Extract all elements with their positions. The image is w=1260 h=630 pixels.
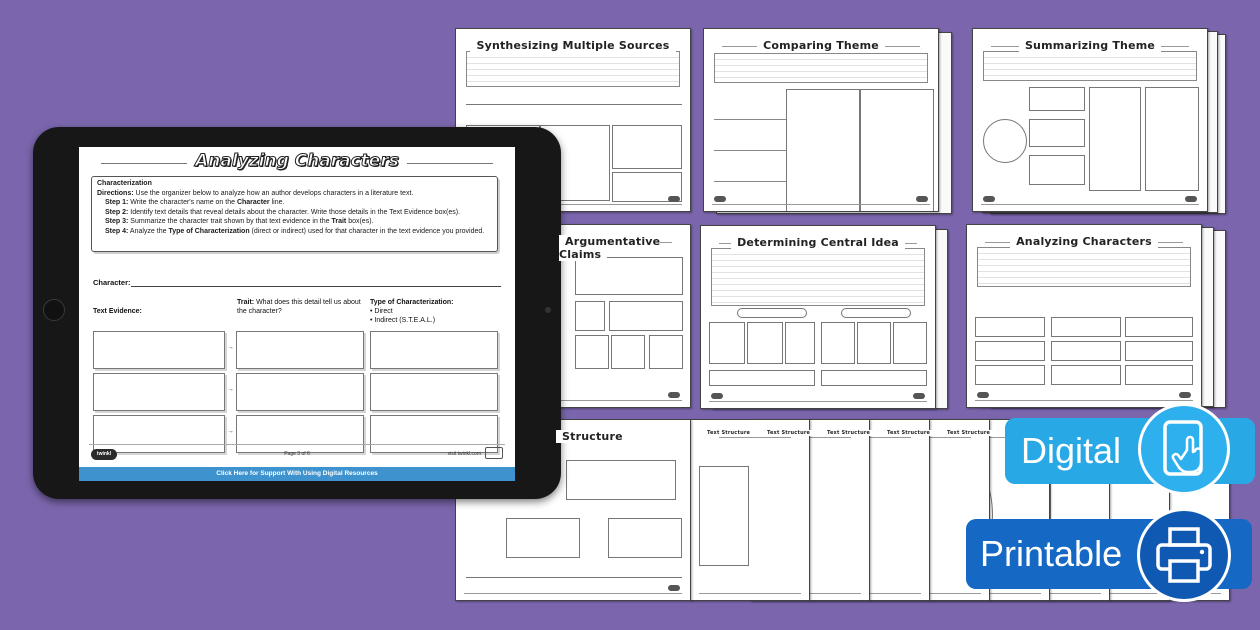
worksheet-title: Structure (556, 430, 629, 443)
worksheet-box (709, 322, 745, 364)
directions-text: Directions: Use the organizer below to analyze how an author develops characters in a literature text. (97, 189, 414, 197)
directions-box (91, 176, 498, 252)
tablet-device (33, 127, 561, 499)
worksheet-box (893, 322, 927, 364)
character-line[interactable] (93, 278, 501, 287)
trait-heading: Trait: What does this detail tell us about the character? (237, 299, 361, 315)
worksheet-topic-line (466, 97, 682, 105)
character-label: Character: (93, 278, 131, 287)
character-input-line[interactable] (131, 286, 501, 287)
logo-icon (668, 196, 680, 202)
worksheet-title: Analyzing Characters (967, 235, 1201, 248)
worksheet-title: Summarizing Theme (973, 39, 1207, 52)
worksheet-theme-rows (714, 89, 786, 212)
worksheet-box (1145, 87, 1199, 191)
worksheet-box (747, 322, 783, 364)
worksheet-box (1089, 87, 1141, 191)
worksheet-box (975, 341, 1045, 361)
twinkl-logo: twinkl (91, 449, 117, 460)
home-button[interactable] (43, 299, 65, 321)
worksheet-title: Determining Central Idea (701, 236, 935, 249)
worksheet-footer (464, 593, 682, 594)
trait-box[interactable] (236, 415, 364, 453)
worksheet-title: Synthesizing Multiple Sources (456, 39, 690, 52)
logo-icon (916, 196, 928, 202)
worksheet-topic-box (737, 308, 807, 318)
worksheet-title: Comparing Theme (704, 39, 938, 52)
page-number: Page 3 of 6 (284, 451, 310, 457)
worksheet-box (575, 335, 609, 369)
worksheet-box (699, 466, 749, 566)
worksheet-box (575, 301, 605, 331)
worksheet-footer (557, 400, 682, 401)
worksheet-thumbnail-comparing-theme[interactable] (703, 28, 939, 212)
digital-support-link[interactable]: Click Here for Support With Using Digital Resources (79, 467, 515, 481)
worksheet-directions (983, 51, 1197, 81)
characterization-type-box[interactable] (370, 331, 498, 369)
section-heading: Characterization (97, 180, 152, 187)
camera-icon (545, 307, 551, 313)
worksheet-directions (977, 247, 1191, 287)
worksheet-footer (981, 204, 1199, 205)
worksheet-title: Text Structure (701, 430, 809, 436)
worksheet-box (1125, 341, 1193, 361)
worksheet-box (1029, 87, 1085, 111)
worksheet-box (1051, 317, 1121, 337)
worksheet-box (1125, 365, 1193, 385)
text-evidence-heading: Text Evidence: (93, 308, 142, 315)
worksheet-topic-box (841, 308, 911, 318)
step-3: Step 3: Summarize the character trait shown by that text evidence in the Trait box(es). (105, 218, 374, 226)
characterization-type-box[interactable] (370, 415, 498, 453)
trait-box[interactable] (236, 331, 364, 369)
worksheet-box (612, 125, 682, 169)
text-evidence-box[interactable] (93, 331, 225, 369)
worksheet-footer (975, 400, 1193, 401)
text-evidence-box[interactable] (93, 415, 225, 453)
footer-divider (89, 444, 505, 445)
step-4: Step 4: Analyze the Type of Characterization (direct or indirect) used for that character in the text evidence you provided. (105, 227, 485, 235)
badge-logo-icon (485, 447, 503, 459)
worksheet-box (506, 518, 580, 558)
worksheet-box (609, 301, 683, 331)
worksheet-box (1051, 365, 1121, 385)
logo-icon (711, 393, 723, 399)
page-title: Analyzing Characters (79, 151, 515, 171)
worksheet-box (1029, 119, 1085, 147)
arrow-right-icon: → (227, 428, 234, 435)
logo-icon (977, 392, 989, 398)
worksheet-title: Argumentative Claims (559, 235, 690, 261)
worksheet-box (1125, 317, 1193, 337)
arrow-right-icon: → (227, 386, 234, 393)
worksheet-thumbnail-summarizing-theme[interactable] (972, 28, 1208, 212)
worksheet-title: Text Structure (761, 430, 869, 436)
tablet-touch-icon (1138, 403, 1230, 495)
worksheet-box (575, 257, 683, 295)
worksheet-box (611, 335, 645, 369)
worksheet-box (566, 460, 676, 500)
worksheet-footer (712, 204, 930, 205)
type-heading: Type of Characterization: • Direct • Indirect (S.T.E.A.L.) (370, 298, 500, 325)
logo-icon (668, 585, 680, 591)
worksheet-directions (466, 51, 680, 87)
step-2: Step 2: Identify text details that reveal details about the character. Write those details in the Text Evidence box(es). (105, 208, 460, 216)
worksheet-thumbnail-analyzing-characters[interactable] (966, 224, 1202, 408)
worksheet-box (786, 89, 860, 212)
worksheet-directions (711, 248, 925, 306)
worksheet-summary-line (466, 568, 682, 578)
worksheet-box (608, 518, 682, 558)
logo-icon (714, 196, 726, 202)
worksheet-thumbnail-central-idea[interactable] (700, 225, 936, 409)
worksheet-title: Text Structure (881, 430, 989, 436)
logo-icon (1185, 196, 1197, 202)
tablet-screen (79, 147, 515, 481)
worksheet-box (975, 365, 1045, 385)
arrow-right-icon: → (227, 344, 234, 351)
worksheet-circle (983, 119, 1027, 163)
site-link[interactable]: visit twinkl.com (447, 451, 481, 457)
worksheet-thumbnail-text-structure[interactable] (690, 419, 810, 601)
step-1: Step 1: Write the character's name on the Character line. (105, 199, 285, 207)
worksheet-box (785, 322, 815, 364)
logo-icon (668, 392, 680, 398)
worksheet-footer (699, 593, 801, 594)
worksheet-box (821, 370, 927, 386)
worksheet-footer (709, 401, 927, 402)
characterization-type-box[interactable] (370, 373, 498, 411)
trait-box[interactable] (236, 373, 364, 411)
worksheet-box (709, 370, 815, 386)
digital-label: Digital (1021, 430, 1122, 471)
worksheet-box (1051, 341, 1121, 361)
worksheet-box (649, 335, 683, 369)
logo-icon (983, 196, 995, 202)
worksheet-title: Text Structure (941, 430, 1049, 436)
logo-icon (1179, 392, 1191, 398)
worksheet-directions (714, 53, 928, 83)
type-option-indirect: • Indirect (S.T.E.A.L.) (370, 317, 436, 324)
worksheet-thumbnail-argumentative-claims[interactable] (548, 224, 691, 408)
worksheet-box (857, 322, 891, 364)
logo-icon (913, 393, 925, 399)
worksheet-box (1029, 155, 1085, 185)
printer-icon (1137, 508, 1231, 602)
worksheet-box (860, 89, 934, 212)
type-option-direct: • Direct (370, 308, 393, 315)
text-evidence-box[interactable] (93, 373, 225, 411)
printable-label: Printable (980, 533, 1123, 574)
worksheet-title: Text Structure (821, 430, 929, 436)
worksheet-box (821, 322, 855, 364)
worksheet-box (975, 317, 1045, 337)
